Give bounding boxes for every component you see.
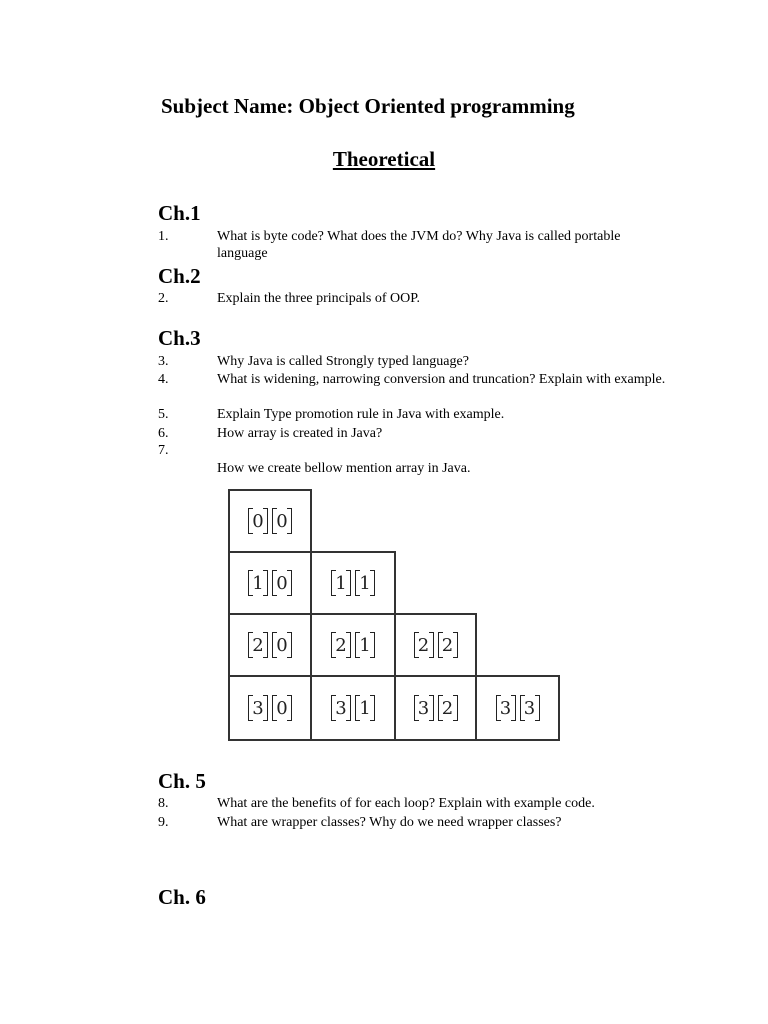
question-number: 7.	[158, 443, 169, 458]
question-number: 9.	[158, 815, 169, 830]
index-bracket: 2	[331, 632, 351, 658]
question-number: 8.	[158, 796, 169, 811]
question-text: What is byte code? What does the JVM do? Why Java is called portable language	[217, 229, 621, 261]
index-bracket: 0	[272, 632, 292, 658]
index-bracket: 2	[438, 695, 458, 721]
question-number: 6.	[158, 426, 169, 441]
index-bracket: 1	[355, 632, 375, 658]
question-number: 2.	[158, 291, 169, 306]
index-bracket: 3	[520, 695, 540, 721]
index-bracket: 1	[331, 570, 351, 596]
index-bracket: 3	[248, 695, 268, 721]
section-heading: Theoretical	[332, 147, 436, 171]
chapter-heading: Ch. 6	[158, 885, 206, 909]
index-bracket: 2	[248, 632, 268, 658]
index-bracket: 0	[272, 508, 292, 534]
question-text: Explain the three principals of OOP.	[217, 291, 420, 306]
index-bracket: 2	[438, 632, 458, 658]
chapter-heading: Ch.2	[158, 264, 201, 288]
question-number: 3.	[158, 354, 169, 369]
array-cell	[228, 489, 312, 553]
chapter-heading: Ch.1	[158, 201, 201, 225]
index-bracket: 1	[355, 570, 375, 596]
jagged-array-figure	[228, 489, 562, 743]
array-cell	[228, 675, 312, 741]
index-bracket: 3	[331, 695, 351, 721]
array-cell	[310, 551, 396, 615]
index-bracket: 0	[272, 570, 292, 596]
array-cell	[310, 613, 396, 677]
question-text: Why Java is called Strongly typed language?	[217, 354, 469, 369]
subject-title: Subject Name: Object Oriented programming	[161, 94, 575, 118]
question-text: What are the benefits of for each loop? Explain with example code.	[217, 796, 595, 811]
index-bracket: 0	[248, 508, 268, 534]
array-cell	[310, 675, 396, 741]
question-number: 1.	[158, 229, 169, 244]
question-text: How we create bellow mention array in Java.	[217, 461, 471, 476]
index-bracket: 1	[248, 570, 268, 596]
index-bracket: 3	[496, 695, 516, 721]
chapter-heading: Ch.3	[158, 326, 201, 350]
index-bracket: 2	[414, 632, 434, 658]
question-text: Explain Type promotion rule in Java with example.	[217, 407, 505, 422]
index-bracket: 0	[272, 695, 292, 721]
array-cell	[394, 613, 477, 677]
question-number: 4.	[158, 372, 169, 387]
array-cell	[228, 613, 312, 677]
question-text: How array is created in Java?	[217, 426, 383, 441]
array-cell	[475, 675, 560, 741]
index-bracket: 3	[414, 695, 434, 721]
index-bracket: 1	[355, 695, 375, 721]
question-text: What is widening, narrowing conversion and truncation? Explain with example.	[217, 372, 666, 387]
question-text: What are wrapper classes? Why do we need wrapper classes?	[217, 815, 562, 830]
chapter-heading: Ch. 5	[158, 769, 206, 793]
array-cell	[394, 675, 477, 741]
question-number: 5.	[158, 407, 169, 422]
array-cell	[228, 551, 312, 615]
